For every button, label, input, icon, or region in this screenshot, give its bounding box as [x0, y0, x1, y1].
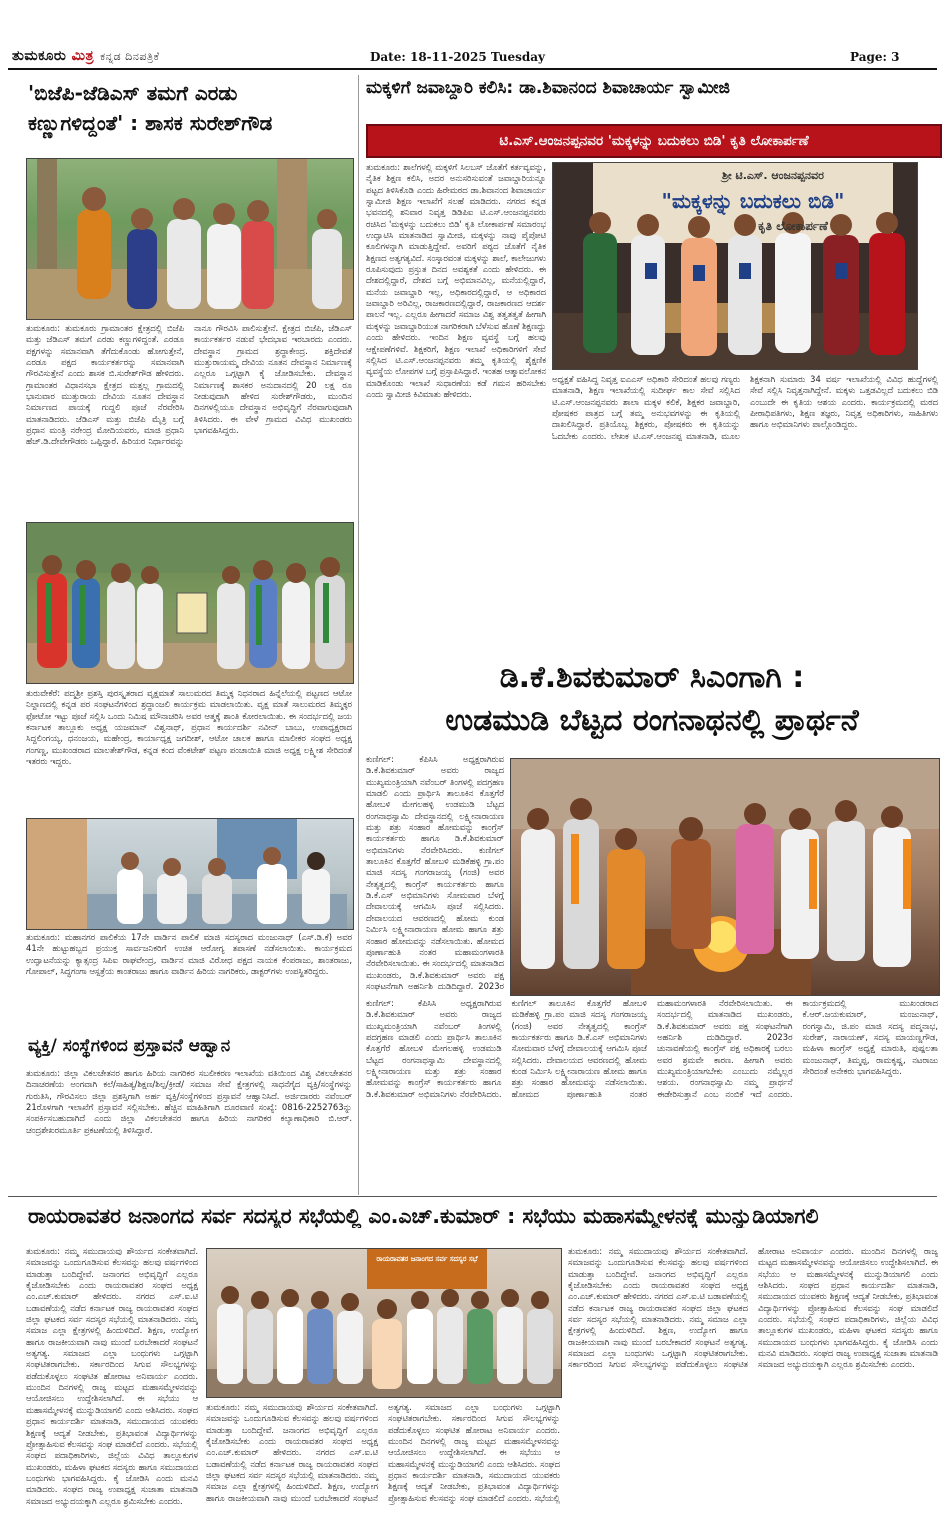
puja-scene-illustration [27, 159, 353, 319]
story7-body-middle: ತುಮಕೂರು: ನಮ್ಮ ಸಮುದಾಯವು ಶೌರ್ಯದ ಸಂಕೇತವಾಗಿದೆ. ಸಮಾಜವನ್ನು ಒಂದುಗೂಡಿಸುವ ಕೆಲಸವನ್ನು ಹಲವು ವರ್ಷಗಳಿಂದ ಮಾಡುತ್ತಾ ಬಂದಿದ್ದೇವೆ. ಜನಾಂಗದ ಅಭಿವೃದ್ಧಿಗೆ ಎಲ್ಲರೂ ಕೈಜೋಡಿಸಬೇಕು ಎಂದು ರಾಯರಾವತರ ಸಂಘದ ಅಧ್ಯಕ್ಷ ಎಂ.ಎಚ್.ಕುಮಾರ್ ಹೇಳಿದರು. ನಗರದ ಎಸ್.ಐ.ಟಿ ಬಡಾವಣೆಯಲ್ಲಿ ನಡೆದ ಕರ್ನಾಟಕ ರಾಜ್ಯ ರಾಯರಾವತರ ಸಂಘದ ಜಿಲ್ಲಾ ಘಟಕದ ಸರ್ವ ಸದಸ್ಯರ ಸಭೆಯಲ್ಲಿ ಮಾತನಾಡಿದರು. ನಮ್ಮ ಸಮಾಜ ಎಲ್ಲಾ ಕ್ಷೇತ್ರಗಳಲ್ಲಿ ಹಿಂದುಳಿದಿದೆ. ಶಿಕ್ಷಣ, ಉದ್ಯೋಗ ಹಾಗೂ ರಾಜಕೀಯವಾಗಿ ನಾವು ಮುಂದೆ ಬರಬೇಕಾದರೆ ಸಂಘಟನೆ ಅತ್ಯಗತ್ಯ. ಸಮಾಜದ ಎಲ್ಲಾ ಬಂಧುಗಳು ಒಗ್ಗಟ್ಟಾಗಿ ಸಂಘಟಿತರಾಗಬೇಕು. ಸರ್ಕಾರದಿಂದ ಸಿಗುವ ಸೌಲಭ್ಯಗಳನ್ನು ಪಡೆದುಕೊಳ್ಳಲು ಸಂಘಟಿತ ಹೋರಾಟ ಅನಿವಾರ್ಯ ಎಂದರು. ಮುಂದಿನ ದಿನಗಳಲ್ಲಿ ರಾಜ್ಯ ಮಟ್ಟದ ಮಹಾಸಮ್ಮೇಳನವನ್ನು ಆಯೋಜಿಸಲು ಉದ್ದೇಶಿಸಲಾಗಿದೆ. ಈ ಸಭೆಯು ಆ ಮಹಾಸಮ್ಮೇಳನಕ್ಕೆ ಮುನ್ನುಡಿಯಾಗಲಿ ಎಂದು ಆಶಿಸಿದರು. ಸಂಘದ ಪ್ರಧಾನ ಕಾರ್ಯದರ್ಶಿ ಮಾತನಾಡಿ, ಸಮುದಾಯದ ಯುವಕರು ಶಿಕ್ಷಣಕ್ಕೆ ಆದ್ಯತೆ ನೀಡಬೇಕು, ಪ್ರತಿಭಾವಂತ ವಿದ್ಯಾರ್ಥಿಗಳನ್ನು ಪ್ರೋತ್ಸಾಹಿಸುವ ಕೆಲಸವನ್ನು ಸಂಘ ಮಾಡಲಿದೆ ಎಂದರು. ಸಭೆಯಲ್ಲಿ [206, 1402, 560, 1503]
story2-photo [26, 522, 354, 684]
story7-body-left: ತುಮಕೂರು: ನಮ್ಮ ಸಮುದಾಯವು ಶೌರ್ಯದ ಸಂಕೇತವಾಗಿದೆ. ಸಮಾಜವನ್ನು ಒಂದುಗೂಡಿಸುವ ಕೆಲಸವನ್ನು ಹಲವು ವರ್ಷಗಳಿಂದ ಮಾಡುತ್ತಾ ಬಂದಿದ್ದೇವೆ. ಜನಾಂಗದ ಅಭಿವೃದ್ಧಿಗೆ ಎಲ್ಲರೂ ಕೈಜೋಡಿಸಬೇಕು ಎಂದು ರಾಯರಾವತರ ಸಂಘದ ಅಧ್ಯಕ್ಷ ಎಂ.ಎಚ್.ಕುಮಾರ್ ಹೇಳಿದರು. ನಗರದ ಎಸ್.ಐ.ಟಿ ಬಡಾವಣೆಯಲ್ಲಿ ನಡೆದ ಕರ್ನಾಟಕ ರಾಜ್ಯ ರಾಯರಾವತರ ಸಂಘದ ಜಿಲ್ಲಾ ಘಟಕದ ಸರ್ವ ಸದಸ್ಯರ ಸಭೆಯಲ್ಲಿ ಮಾತನಾಡಿದರು. ನಮ್ಮ ಸಮಾಜ ಎಲ್ಲಾ ಕ್ಷೇತ್ರಗಳಲ್ಲಿ ಹಿಂದುಳಿದಿದೆ. ಶಿಕ್ಷಣ, ಉದ್ಯೋಗ ಹಾಗೂ ರಾಜಕೀಯವಾಗಿ ನಾವು ಮುಂದೆ ಬರಬೇಕಾದರೆ ಸಂಘಟನೆ ಅತ್ಯಗತ್ಯ. ಸಮಾಜದ ಎಲ್ಲಾ ಬಂಧುಗಳು ಒಗ್ಗಟ್ಟಾಗಿ ಸಂಘಟಿತರಾಗಬೇಕು. ಸರ್ಕಾರದಿಂದ ಸಿಗುವ ಸೌಲಭ್ಯಗಳನ್ನು ಪಡೆದುಕೊಳ್ಳಲು ಸಂಘಟಿತ ಹೋರಾಟ ಅನಿವಾರ್ಯ ಎಂದರು. ಮುಂದಿನ ದಿನಗಳಲ್ಲಿ ರಾಜ್ಯ ಮಟ್ಟದ ಮಹಾಸಮ್ಮೇಳನವನ್ನು ಆಯೋಜಿಸಲು ಉದ್ದೇಶಿಸಲಾಗಿದೆ. ಈ ಸಭೆಯು ಆ ಮಹಾಸಮ್ಮೇಳನಕ್ಕೆ ಮುನ್ನುಡಿಯಾಗಲಿ ಎಂದು ಆಶಿಸಿದರು. ಸಂಘದ ಪ್ರಧಾನ ಕಾರ್ಯದರ್ಶಿ ಮಾತನಾಡಿ, ಸಮುದಾಯದ ಯುವಕರು ಶಿಕ್ಷಣಕ್ಕೆ ಆದ್ಯತೆ ನೀಡಬೇಕು, ಪ್ರತಿಭಾವಂತ ವಿದ್ಯಾರ್ಥಿಗಳನ್ನು ಪ್ರೋತ್ಸಾಹಿಸುವ ಕೆಲಸವನ್ನು ಸಂಘ ಮಾಡಲಿದೆ ಎಂದರು. ಸಭೆಯಲ್ಲಿ ಸಂಘದ ಪದಾಧಿಕಾರಿಗಳು, ಜಿಲ್ಲೆಯ ವಿವಿಧ ತಾಲ್ಲೂಕುಗಳ ಮುಖಂಡರು, ಮಹಿಳಾ ಘಟಕದ ಸದಸ್ಯರು ಹಾಗೂ ಸಮುದಾಯದ ಬಂಧುಗಳು ಭಾಗವಹಿಸಿದ್ದರು. ಕೈ ಜೋಡಿಸಿ ಎಂದು ಮನವಿ ಮಾಡಿದರು. ಸಂಘದ ರಾಜ್ಯ ಉಪಾಧ್ಯಕ್ಷ ಸುಜಾತಾ ಮಾತನಾಡಿ ಸಮಾಜದ ಅಭ್ಯುದಯಕ್ಕಾಗಿ ಎಲ್ಲರೂ ಶ್ರಮಿಸಬೇಕು ಎಂದರು. [26, 1246, 198, 1506]
story5-headline: ಮಕ್ಕಳಿಗೆ ಜವಾಬ್ದಾರಿ ಕಲಿಸಿ: ಡಾ.ಶಿವಾನಂದ ಶಿವಾಚಾರ್ಯ ಸ್ವಾಮೀಜಿ [366, 78, 730, 98]
story5-body-top: ತುಮಕೂರು: ಶಾಲೆಗಳಲ್ಲಿ ಮಕ್ಕಳಿಗೆ ಸಿಲಬಸ್ ಜೊತೆಗೆ ಕರ್ತವ್ಯವನ್ನು, ನೈತಿಕ ಶಿಕ್ಷಣ ಕಲಿಸಿ, ಅದರ ಅನುಸರಿಸುವಂತೆ ಜವಾಬ್ದಾರಿಯನ್ನೂ ಪಟ್ಟದ ತಿಳಿಸಿಕೊಡಿ ಎಂದು ಹಿರೇಮಠದ ಡಾ.ಶಿವಾನಂದ ಶಿವಾಚಾರ್ಯ ಸ್ವಾಮೀಜಿ ಶಿಕ್ಷಣ ಇಲಾಖೆಗೆ ಸಲಹೆ ಮಾಡಿದರು. ನಗರದ ಕನ್ನಡ ಭವನದಲ್ಲಿ ಶನಿವಾರ ನಿವೃತ್ತ ಡಿಡಿಪಿಐ ಟಿ.ಎಸ್.ಆಂಜನಪ್ಪನವರು ರಚಿಸಿದ 'ಮಕ್ಕಳನ್ನು ಬದುಕಲು ಬಿಡಿ' ಕೃತಿ ಲೋಕಾರ್ಪಣೆ ಸಮಾರಂಭ ಉದ್ಘಾಟಿಸಿ ಮಾತನಾಡಿದ ಸ್ವಾಮೀಜಿ, ಮಕ್ಕಳನ್ನು ನಾವು ಪೈಪೋಟಿ ಕೂಲಿಗಳನ್ನಾಗಿ ಮಾಡುತ್ತಿದ್ದೇವೆ. ಅವರಿಗೆ ಪಠ್ಯದ ಜೊತೆಗೆ ನೈತಿಕ ಶಿಕ್ಷಣದ ಅತ್ಯಗತ್ಯವಿದೆ. ಸಂಸ್ಕಾರವಂತ ಮಕ್ಕಳನ್ನು ಶಾಲೆ, ಕಾಲೇಜುಗಳು ರೂಪಿಸುವುದು ಪ್ರಸ್ತುತ ದಿನದ ಅವಶ್ಯಕತೆ ಎಂದು ಹೇಳಿದರು. ಈ ದೇಶದಲ್ಲಿದ್ದಾರೆ, ದೇಶದ ಬಗ್ಗೆ ಅಭಿಮಾನವಿಲ್ಲ, ಮನೆಯಲ್ಲಿದ್ದಾರೆ, ಮನೆಯ ಜವಾಬ್ದಾರಿ ಇಲ್ಲ, ಅಧಿಕಾರದಲ್ಲಿದ್ದಾರೆ, ಆ ಅಧಿಕಾರದ ಜವಾಬ್ದಾರಿ ಅರಿವಿಲ್ಲ, ರಾಜಕಾರಣದಲ್ಲಿದ್ದಾರೆ, ರಾಜಕಾರಣದ ಆದರ್ಶ ಪಾಲನೆ ಇಲ್ಲ. ಎಲ್ಲರೂ ಹೀಗಾದರೆ ಸಮಾಜ ವಿಶ್ವ ತತ್ವತತ್ವತೆ ಹೀಗಾಗಿ ಮಕ್ಕಳನ್ನು ಜವಾಬ್ದಾರಿಯುತ ನಾಗರಿಕರಾಗಿ ಬೆಳೆಸುವ ಹೊಣೆ ಶಿಕ್ಷಣದ್ದು ಎಂದು ಹೇಳಿದರು. ಇಂದಿನ ಶಿಕ್ಷಣ ವ್ಯವಸ್ಥೆ ಬಗ್ಗೆ ಹಲವು ಆಕ್ಷೇಪಣೆಗಳಿವೆ. ಶಿಕ್ಷಕರಿಗೆ, ಶಿಕ್ಷಣ ಇಲಾಖೆ ಅಧಿಕಾರಿಗಳಿಗೆ ಸೇವೆ ಸಲ್ಲಿಸಿದ ಟಿ.ಎಸ್.ಆಂಜನಪ್ಪನವರು ತಮ್ಮ ಕೃತಿಯಲ್ಲಿ ಶೈಕ್ಷಣಿಕ ವ್ಯವಸ್ಥೆಯ ಲೋಪಗಳ ಬಗ್ಗೆ ಪ್ರಸ್ತಾಪಿಸಿದ್ದಾರೆ. ಇಂತಹ ಆತ್ಮಾವಲೋಕನ ಮಾಡಿಕೊಂಡು ಇಲಾಖೆ ಸುಧಾರಣೆಯ ಕಡೆ ಗಮನ ಹರಿಸಬೇಕು ಎಂದು ಸ್ವಾಮೀಜಿ ಕಿವಿಮಾತು ಹೇಳಿದರು. [366, 162, 546, 399]
community-meeting-illustration [207, 1249, 561, 1397]
story7-headline: ರಾಯರಾವತರ ಜನಾಂಗದ ಸರ್ವ ಸದಸ್ಯರ ಸಭೆಯಲ್ಲಿ ಎಂ.ಎಚ್.ಕುಮಾರ್ : ಸಭೆಯು ಮಹಾಸಮ್ಮೇಳನಕ್ಕೆ ಮುನ್ನುಡಿಯಾಗಲಿ [28, 1204, 819, 1228]
story3-photo [26, 818, 354, 930]
story6-body-continued: ಕುಣಿಗಲ್: ಕೆಪಿಸಿಸಿ ಅಧ್ಯಕ್ಷರಾಗಿರುವ ಡಿ.ಕೆ.ಶಿವಕುಮಾರ್ ಅವರು ರಾಜ್ಯದ ಮುಖ್ಯಮಂತ್ರಿಯಾಗಿ ನವೆಂಬರ್ ತಿಂಗಳಲ್ಲಿ ಪದಗ್ರಹಣ ಮಾಡಲಿ ಎಂದು ಪ್ರಾರ್ಥಿಸಿ ತಾಲೂಕಿನ ಕೊತ್ತಗೆರೆ ಹೋಬಳಿ ಮೇಗಲಹಳ್ಳಿ ಉಡಮುಡಿ ಬೆಟ್ಟದ ರಂಗನಾಥಸ್ವಾಮಿ ದೇವಸ್ಥಾನದಲ್ಲಿ ಲಕ್ಷ್ಮೀನಾರಾಯಣ ಮತ್ತು ಶತ್ರು ಸಂಹಾರ ಹೋಮವನ್ನು ಕಾಂಗ್ರೆಸ್ ಕಾರ್ಯಕರ್ತರು ಹಾಗೂ ಡಿ.ಕೆ.ಶಿವಕುಮಾರ್ ಅಭಿಮಾನಿಗಳು ನೆರವೇರಿಸಿದರು. ಕುಣಿಗಲ್ ತಾಲೂಕಿನ ಕೊತ್ತಗೆರೆ ಹೋಬಳಿ ಮಡಿಕೆಹಳ್ಳಿ ಗ್ರಾ.ಪಂ ಮಾಜಿ ಸದಸ್ಯ ಗಂಗರಾಜಯ್ಯ (ಗಂಜಿ) ಅವರ ನೇತೃತ್ವದಲ್ಲಿ ಕಾಂಗ್ರೆಸ್ ಕಾರ್ಯಕರ್ತರು ಹಾಗೂ ಡಿ.ಕೆ.ಎಸ್ ಅಭಿಮಾನಿಗಳು ಸೋಮವಾರ ಬೆಳಗ್ಗೆ ದೇವಾಲಯಕ್ಕೆ ಆಗಮಿಸಿ ಪೂಜೆ ಸಲ್ಲಿಸಿದರು. ದೇವಾಲಯದ ಆವರಣದಲ್ಲಿ ಹೋಮ ಕುಂಡ ನಿರ್ಮಿಸಿ ಲಕ್ಷ್ಮೀನಾರಾಯಣ ಹೋಮ ಹಾಗೂ ಶತ್ರು ಸಂಹಾರ ಹೋಮವನ್ನು ನಡೆಸಲಾಯಿತು. ಹೋಮದ ಪೂರ್ಣಾಹುತಿ ನಂತರ ಮಹಾಮಂಗಳಾರತಿ ನೆರವೇರಿಸಲಾಯಿತು. ಈ ಸಂದರ್ಭದಲ್ಲಿ ಮಾತನಾಡಿದ ಮುಖಂಡರು, ಡಿ.ಕೆ.ಶಿವಕುಮಾರ್ ಅವರು ಪಕ್ಷ ಸಂಘಟನೆಗಾಗಿ ಅಹರ್ನಿಶಿ ದುಡಿದಿದ್ದಾರೆ. 2023ರ ಚುನಾವಣೆಯಲ್ಲಿ ಕಾಂಗ್ರೆಸ್ ಪಕ್ಷ ಅಧಿಕಾರಕ್ಕೆ ಬರಲು ಅವರ ಶ್ರಮವೇ ಕಾರಣ. ಹೀಗಾಗಿ ಅವರು ಮುಖ್ಯಮಂತ್ರಿಯಾಗಬೇಕು ಎಂಬುದು ನಮ್ಮೆಲ್ಲರ ಆಶಯ. ರಂಗನಾಥಸ್ವಾಮಿ ನಮ್ಮ ಪ್ರಾರ್ಥನೆ ಈಡೇರಿಸುತ್ತಾನೆ ಎಂಬ ನಂಬಿಕೆ ಇದೆ ಎಂದರು. ಕಾರ್ಯಕ್ರಮದಲ್ಲಿ ಮುಖಂಡರಾದ ಕೆ.ಆರ್.ಜಯಕುಮಾರ್, ಮಂಜುನಾಥ್, ರಂಗಸ್ವಾಮಿ, ಜಿ.ಪಂ ಮಾಜಿ ಸದಸ್ಯ ಪದ್ಮನಾಭ, ಸುರೇಶ್, ನಾರಾಯಣ್, ಸದಸ್ಯ ಮಾಯಣ್ಣಗೌಡ, ಮಹಿಳಾ ಕಾಂಗ್ರೆಸ್ ಅಧ್ಯಕ್ಷೆ ಮಾರುತಿ, ಪುಷ್ಪಲತಾ ಮಂಜುನಾಥ್, ತಿಮ್ಮಪ್ಪ, ರಾಮಕೃಷ್ಣ, ನಟರಾಜು ಸೇರಿದಂತೆ ಅನೇಕರು ಭಾಗವಹಿಸಿದ್ದರು. [366, 998, 938, 1099]
brand-main: ತುಮಕೂರು [12, 48, 72, 64]
story6-headline [366, 660, 938, 739]
brand-subtitle: ಕನ್ನಡ ದಿನಪತ್ರಿಕೆ [100, 50, 160, 63]
story2-body: ತುರುವೇಕೆರೆ: ಪದ್ಮಶ್ರೀ ಪ್ರಶಸ್ತಿ ಪುರಸ್ಕೃತರಾದ ವೃಕ್ಷಮಾತೆ ಸಾಲುಮರದ ತಿಮ್ಮಕ್ಕ ನಿಧನರಾದ ಹಿನ್ನೆಲೆಯಲ್ಲಿ ಪಟ್ಟಣದ ಆಟೋ ನಿಲ್ದಾಣದಲ್ಲಿ ಕನ್ನಡ ಪರ ಸಂಘಟನೆಗಳಿಂದ ಶ್ರದ್ಧಾಂಜಲಿ ಕಾರ್ಯಕ್ರಮ ಮಾಡಲಾಯಿತು. ವೃಕ್ಷ ಮಾತೆ ಸಾಲುಮರದ ತಿಮ್ಮಕ್ಕರ ಫೋಟೋ ಇಟ್ಟು ಪೂಜೆ ಸಲ್ಲಿಸಿ ಒಂದು ನಿಮಿಷ ಮೌನಾಚರಿಸಿ ಅವರ ಆತ್ಮಕ್ಕೆ ಶಾಂತಿ ಕೋರಲಾಯಿತು. ಈ ಸಂದರ್ಭದಲ್ಲಿ ಜಯ ಕರ್ನಾಟಕ ತಾಲ್ಲೂಕು ಅಧ್ಯಕ್ಷ ಯಜಮಾನ್ ವಿಶ್ವನಾಥ್, ಪ್ರಧಾನ ಕಾರ್ಯದರ್ಶಿ ನವೀನ್ ಬಾಬು, ಉಪಾಧ್ಯಕ್ಷರಾದ ಸಿದ್ದಲಿಂಗಯ್ಯ, ಧನಂಜಯ, ಮಹೇಂದ್ರ, ಕಾರ್ಯಾಧ್ಯಕ್ಷ ಜಗದೀಶ್, ಆಟೋ ಚಾಲಕ ಹಾಗೂ ಮಾಲೀಕರ ಸಂಘದ ಅಧ್ಯಕ್ಷ ಗಂಗಣ್ಣ, ಮುಖಂಡರಾದ ಮಾಲತೇಶ್‌ಗೌಡ, ಕನ್ನಡ ಕಂದ ವೆಂಕಟೇಶ್ ಪಟ್ಟಣ ಪಂಚಾಯಿತಿ ಮಾಜಿ ಅಧ್ಯಕ್ಷ ಲಕ್ಷ್ಮೀಶ ಸೇರಿದಂತೆ ಇತರರು ಇದ್ದರು. [26, 688, 352, 767]
brand-accent: ಮಿತ್ರ [71, 48, 95, 64]
story1-body: ತುಮಕೂರು: ತುಮಕೂರು ಗ್ರಾಮಾಂತರ ಕ್ಷೇತ್ರದಲ್ಲಿ ಬಿಜೆಪಿ ಮತ್ತು ಜೆಡಿಎಸ್ ತಮಗೆ ಎರಡು ಕಣ್ಣುಗಳಿದ್ದಂತೆ. ಎರಡೂ ಪಕ್ಷಗಳನ್ನು ಸಮಾನವಾಗಿ ತೆಗೆದುಕೊಂಡು ಹೋಗುತ್ತೇನೆ, ಎರಡೂ ಪಕ್ಷದ ಕಾರ್ಯಕರ್ತರನ್ನು ಸಮಾನವಾಗಿ ಗೌರವಿಸುತ್ತೇನೆ ಎಂದು ಶಾಸಕ ಬಿ.ಸುರೇಶ್‌ಗೌಡ ಹೇಳಿದರು. ಗ್ರಾಮಾಂತರ ವಿಧಾನಸಭಾ ಕ್ಷೇತ್ರದ ಮತ್ತಲ್ಲ ಗ್ರಾಮದಲ್ಲಿ ಭಾನುವಾರ ಮುತ್ತುರಾಯ ದೇವಿಯ ನೂತನ ದೇವಸ್ಥಾನ ನಿರ್ಮಾಣದ ಪಾಯಕ್ಕೆ ಗುದ್ದಲಿ ಪೂಜೆ ನೆರವೇರಿಸಿ ಮಾತನಾಡಿದರು. ಜೆಡಿಎಸ್ ಮತ್ತು ಬಿಜೆಪಿ ಮೈತ್ರಿ ಬಗ್ಗೆ ಪ್ರಧಾನ ಮಂತ್ರಿ ನರೇಂದ್ರ ಮೋದಿಯವರು, ಮಾಜಿ ಪ್ರಧಾನಿ ಹೆಚ್.ಡಿ.ದೇವೇಗೌಡರು ಒಪ್ಪಿದ್ದಾರೆ. ಹಿರಿಯರ ನಿರ್ಧಾರವನ್ನು ನಾನೂ ಗೌರವಿಸಿ ಪಾಲಿಸುತ್ತೇನೆ. ಕ್ಷೇತ್ರದ ಬಿಜೆಪಿ, ಜೆಡಿಎಸ್ ಕಾರ್ಯಕರ್ತರ ನಡುವೆ ಭೇದಭಾವ ಇರಬಾರದು ಎಂದರು. ದೇವಸ್ಥಾನ ಗ್ರಾಮದ ಶ್ರದ್ಧಾಕೇಂದ್ರ. ಶಕ್ತಿದೇವತೆ ಮುತ್ತುರಾಯಮ್ಮ ದೇವಿಯ ನೂತನ ದೇವಸ್ಥಾನ ನಿರ್ಮಾಣಕ್ಕೆ ಎಲ್ಲರೂ ಒಗ್ಗಟ್ಟಾಗಿ ಕೈ ಜೋಡಿಸಬೇಕು. ದೇವಸ್ಥಾನ ನಿರ್ಮಾಣಕ್ಕೆ ಶಾಸಕರ ಅನುದಾನದಲ್ಲಿ 20 ಲಕ್ಷ ರೂ ನೀಡುವುದಾಗಿ ಹೇಳಿದ ಸುರೇಶ್‌ಗೌಡರು, ಮುಂದಿನ ದಿನಗಳಲ್ಲಿಯೂ ದೇವಸ್ಥಾನ ಅಭಿವೃದ್ಧಿಗೆ ನೆರವಾಗುವುದಾಗಿ ತಿಳಿಸಿದರು. ಈ ವೇಳೆ ಗ್ರಾಮದ ವಿವಿಧ ಮುಖಂಡರು ಭಾಗವಹಿಸಿದ್ದರು. [26, 323, 352, 447]
story6-body-lead: ಕುಣಿಗಲ್: ಕೆಪಿಸಿಸಿ ಅಧ್ಯಕ್ಷರಾಗಿರುವ ಡಿ.ಕೆ.ಶಿವಕುಮಾರ್ ಅವರು ರಾಜ್ಯದ ಮುಖ್ಯಮಂತ್ರಿಯಾಗಿ ನವೆಂಬರ್ ತಿಂಗಳಲ್ಲಿ ಪದಗ್ರಹಣ ಮಾಡಲಿ ಎಂದು ಪ್ರಾರ್ಥಿಸಿ ತಾಲೂಕಿನ ಕೊತ್ತಗೆರೆ ಹೋಬಳಿ ಮೇಗಲಹಳ್ಳಿ ಉಡಮುಡಿ ಬೆಟ್ಟದ ರಂಗನಾಥಸ್ವಾಮಿ ದೇವಸ್ಥಾನದಲ್ಲಿ ಲಕ್ಷ್ಮೀನಾರಾಯಣ ಮತ್ತು ಶತ್ರು ಸಂಹಾರ ಹೋಮವನ್ನು ಕಾಂಗ್ರೆಸ್ ಕಾರ್ಯಕರ್ತರು ಹಾಗೂ ಡಿ.ಕೆ.ಶಿವಕುಮಾರ್ ಅಭಿಮಾನಿಗಳು ನೆರವೇರಿಸಿದರು. ಕುಣಿಗಲ್ ತಾಲೂಕಿನ ಕೊತ್ತಗೆರೆ ಹೋಬಳಿ ಮಡಿಕೆಹಳ್ಳಿ ಗ್ರಾ.ಪಂ ಮಾಜಿ ಸದಸ್ಯ ಗಂಗರಾಜಯ್ಯ (ಗಂಜಿ) ಅವರ ನೇತೃತ್ವದಲ್ಲಿ ಕಾಂಗ್ರೆಸ್ ಕಾರ್ಯಕರ್ತರು ಹಾಗೂ ಡಿ.ಕೆ.ಎಸ್ ಅಭಿಮಾನಿಗಳು ಸೋಮವಾರ ಬೆಳಗ್ಗೆ ದೇವಾಲಯಕ್ಕೆ ಆಗಮಿಸಿ ಪೂಜೆ ಸಲ್ಲಿಸಿದರು. ದೇವಾಲಯದ ಆವರಣದಲ್ಲಿ ಹೋಮ ಕುಂಡ ನಿರ್ಮಿಸಿ ಲಕ್ಷ್ಮೀನಾರಾಯಣ ಹೋಮ ಹಾಗೂ ಶತ್ರು ಸಂಹಾರ ಹೋಮವನ್ನು ನಡೆಸಲಾಯಿತು. ಹೋಮದ ಪೂರ್ಣಾಹುತಿ ನಂತರ ಮಹಾಮಂಗಳಾರತಿ ನೆರವೇರಿಸಲಾಯಿತು. ಈ ಸಂದರ್ಭದಲ್ಲಿ ಮಾತನಾಡಿದ ಮುಖಂಡರು, ಡಿ.ಕೆ.ಶಿವಕುಮಾರ್ ಅವರು ಪಕ್ಷ ಸಂಘಟನೆಗಾಗಿ ಅಹರ್ನಿಶಿ ದುಡಿದಿದ್ದಾರೆ. 2023ರ [366, 754, 504, 991]
story4-headline: ವ್ಯಕ್ತಿ/ ಸಂಸ್ಥೆಗಳಿಂದ ಪ್ರಸ್ತಾವನೆ ಆಹ್ವಾನ [28, 1036, 231, 1056]
story5-body-right: ಅಧ್ಯಕ್ಷತೆ ವಹಿಸಿದ್ದ ನಿವೃತ್ತ ಐಎಎಸ್ ಅಧಿಕಾರಿ ಸೇರಿದಂತೆ ಹಲವು ಗಣ್ಯರು ಮಾತನಾಡಿ, ಶಿಕ್ಷಣ ಇಲಾಖೆಯಲ್ಲಿ ಸುದೀರ್ಘ ಕಾಲ ಸೇವೆ ಸಲ್ಲಿಸಿದ ಟಿ.ಎಸ್.ಆಂಜನಪ್ಪನವರು ಶಾಲಾ ಮಕ್ಕಳ ಕಲಿಕೆ, ಶಿಕ್ಷಕರ ಜವಾಬ್ದಾರಿ, ಪೋಷಕರ ಪಾತ್ರದ ಬಗ್ಗೆ ತಮ್ಮ ಅನುಭವಗಳನ್ನು ಈ ಕೃತಿಯಲ್ಲಿ ದಾಖಲಿಸಿದ್ದಾರೆ. ಪ್ರತಿಯೊಬ್ಬ ಶಿಕ್ಷಕರು, ಪೋಷಕರು ಈ ಕೃತಿಯನ್ನು ಓದಬೇಕು ಎಂದರು. ಲೇಖಕ ಟಿ.ಎಸ್.ಆಂಜನಪ್ಪ ಮಾತನಾಡಿ, ಮೂಲ ಶಿಕ್ಷಕನಾಗಿ ಸುಮಾರು 34 ವರ್ಷ ಇಲಾಖೆಯಲ್ಲಿ ವಿವಿಧ ಹುದ್ದೆಗಳಲ್ಲಿ ಸೇವೆ ಸಲ್ಲಿಸಿ ನಿವೃತ್ತನಾಗಿದ್ದೇನೆ. ಮಕ್ಕಳು ಒತ್ತಡವಿಲ್ಲದೆ ಬದುಕಲು ಬಿಡಿ ಎಂಬುದೇ ಈ ಕೃತಿಯ ಆಶಯ ಎಂದರು. ಕಾರ್ಯಕ್ರಮದಲ್ಲಿ ಮಠದ ಪೀಠಾಧಿಪತಿಗಳು, ಶಿಕ್ಷಣ ತಜ್ಞರು, ನಿವೃತ್ತ ಅಧಿಕಾರಿಗಳು, ಸಾಹಿತಿಗಳು ಹಾಗೂ ಅಭಿಮಾನಿಗಳು ಪಾಲ್ಗೊಂಡಿದ್ದರು. [552, 374, 938, 441]
newspaper-brand [12, 48, 160, 64]
story1-headline-line2: ಕಣ್ಣುಗಳಿದ್ದಂತೆ' : ಶಾಸಕ ಸುರೇಶ್‌ಗೌಡ [28, 110, 273, 135]
masthead [0, 0, 945, 72]
homam-ritual-illustration [511, 759, 939, 995]
story1-headline-line1: 'ಬಿಜೆಪಿ-ಜೆಡಿಎಸ್ ತಮಗೆ ಎರಡು [28, 81, 238, 105]
story5-photo [552, 162, 918, 370]
tribute-group-illustration [27, 523, 353, 683]
column-divider [358, 75, 359, 1195]
masthead-rule [8, 68, 937, 70]
section-rule [8, 1196, 937, 1197]
story3-body: ತುಮಕೂರು: ಮಹಾನಗರ ಪಾಲಿಕೆಯ 17ನೇ ವಾರ್ಡಿನ ಪಾಲಿಕೆ ಮಾಜಿ ಸದಸ್ಯರಾದ ಮಂಜುನಾಥ್ (ಎಸ್.ಡಿ.ಕೆ) ಅವರ 41ನೇ ಹುಟ್ಟುಹಬ್ಬದ ಪ್ರಯುಕ್ತ ಸಾರ್ವಜನಿಕರಿಗೆ ಉಚಿತ ಆರೋಗ್ಯ ತಪಾಸಣೆ ನಡೆಸಲಾಯಿತು. ಕಾರ್ಯಕ್ರಮದ ಉದ್ಘಾಟನೆಯನ್ನು ಕ್ಯಾತ್ಸಂದ್ರ ಸಿಪಿಐ ರಾಘವೇಂದ್ರ, ವಾರ್ಡಿನ ಮಾಜಿ ವಿರೋಧ ಪಕ್ಷದ ನಾಯಕ ಕೆಂಪರಾಜು, ಶಾಂತರಾಜು, ಗೋಪಾಲ್, ಸಿದ್ಧಗಂಗಾ ಆಸ್ಪತ್ರೆಯ ಕಾಂತರಾಜು ಹಾಗೂ ವಾರ್ಡಿನ ಹಿರಿಯ ನಾಗರಿಕರು, ಡಾಕ್ಟರ್‌ಗಳು ಉಪಸ್ಥಿತರಿದ್ದರು. [26, 932, 352, 977]
story4-body: ತುಮಕೂರು: ಜಿಲ್ಲಾ ವಿಕಲಚೇತನರ ಹಾಗೂ ಹಿರಿಯ ನಾಗರಿಕರ ಸಬಲೀಕರಣ ಇಲಾಖೆಯ ವತಿಯಿಂದ ವಿಶ್ವ ವಿಕಲಚೇತನರ ದಿನಾಚರಣೆಯ ಅಂಗವಾಗಿ ಕಲೆ/ಸಾಹಿತ್ಯ/ಶಿಕ್ಷಣ/ಶಿಲ್ಪ/ಕ್ರೀಡೆ/ ಸಮಾಜ ಸೇವೆ ಕ್ಷೇತ್ರಗಳಲ್ಲಿ ಸಾಧನೆಗೈದ ವ್ಯಕ್ತಿ/ಸಂಸ್ಥೆಗಳನ್ನು ಗುರುತಿಸಿ, ಗೌರವಿಸಲು ಜಿಲ್ಲಾ ಪ್ರಶಸ್ತಿಗಾಗಿ ಅರ್ಹ ವ್ಯಕ್ತಿ/ಸಂಸ್ಥೆಗಳಿಂದ ಪ್ರಸ್ತಾವನೆ ಆಹ್ವಾನಿಸಿದೆ. ಅರ್ಜಿದಾರರು ನವೆಂಬರ್ 21ರೊಳಗಾಗಿ ಇಲಾಖೆಗೆ ಪ್ರಸ್ತಾವನೆ ಸಲ್ಲಿಸಬೇಕು. ಹೆಚ್ಚಿನ ಮಾಹಿತಿಗಾಗಿ ದೂರವಾಣಿ ಸಂಖ್ಯೆ: 0816-2252763ನ್ನು ಸಂಪರ್ಕಿಸಬಹುದಾಗಿದೆ ಎಂದು ಜಿಲ್ಲಾ ವಿಕಲಚೇತನರ ಹಾಗೂ ಹಿರಿಯ ನಾಗರಿಕರ ಕಲ್ಯಾಣಾಧಿಕಾರಿ ಬಿ.ಆರ್. ಚಂದ್ರಶೇಖರಮೂರ್ತಿ ಪ್ರಕಟಣೆಯಲ್ಲಿ ತಿಳಿಸಿದ್ದಾರೆ. [26, 1068, 352, 1135]
stage-banner-sub: ಕೃತಿ ಲೋಕಾರ್ಪಣೆ [758, 219, 828, 233]
story6-headline-line2: ಉಡಮುಡಿ ಬೆಟ್ಟದ ರಂಗನಾಥನಲ್ಲಿ ಪ್ರಾರ್ಥನೆ [445, 703, 859, 739]
page-number: Page: 3 [850, 50, 900, 64]
issue-date: Date: 18-11-2025 Tuesday [370, 50, 545, 64]
story6-photo [510, 758, 940, 996]
story5-banner: ಟಿ.ಎಸ್.ಆಂಜನಪ್ಪನವರ 'ಮಕ್ಕಳನ್ನು ಬದುಕಲು ಬಿಡಿ' ಕೃತಿ ಲೋಕಾರ್ಪಣೆ [366, 124, 942, 158]
health-camp-illustration [27, 819, 353, 929]
story1-photo [26, 158, 354, 320]
stage-banner-top: ಶ್ರೀ ಟಿ.ಎಸ್. ಆಂಜನಪ್ಪನವರ [722, 169, 824, 182]
story6-headline-line1: ಡಿ.ಕೆ.ಶಿವಕುಮಾರ್ ಸಿಎಂಗಾಗಿ : [499, 660, 805, 695]
story1-headline [28, 82, 353, 135]
stage-banner-title: "ಮಕ್ಕಳನ್ನು ಬದುಕಲು ಬಿಡಿ" [661, 189, 845, 213]
story7-photo [206, 1248, 562, 1398]
meeting-banner-text: ರಾಯರಾವತರ ಜನಾಂಗದ ಸರ್ವ ಸದಸ್ಯರ ಸಭೆ [376, 1255, 478, 1263]
story7-body-right: ತುಮಕೂರು: ನಮ್ಮ ಸಮುದಾಯವು ಶೌರ್ಯದ ಸಂಕೇತವಾಗಿದೆ. ಸಮಾಜವನ್ನು ಒಂದುಗೂಡಿಸುವ ಕೆಲಸವನ್ನು ಹಲವು ವರ್ಷಗಳಿಂದ ಮಾಡುತ್ತಾ ಬಂದಿದ್ದೇವೆ. ಜನಾಂಗದ ಅಭಿವೃದ್ಧಿಗೆ ಎಲ್ಲರೂ ಕೈಜೋಡಿಸಬೇಕು ಎಂದು ರಾಯರಾವತರ ಸಂಘದ ಅಧ್ಯಕ್ಷ ಎಂ.ಎಚ್.ಕುಮಾರ್ ಹೇಳಿದರು. ನಗರದ ಎಸ್.ಐ.ಟಿ ಬಡಾವಣೆಯಲ್ಲಿ ನಡೆದ ಕರ್ನಾಟಕ ರಾಜ್ಯ ರಾಯರಾವತರ ಸಂಘದ ಜಿಲ್ಲಾ ಘಟಕದ ಸರ್ವ ಸದಸ್ಯರ ಸಭೆಯಲ್ಲಿ ಮಾತನಾಡಿದರು. ನಮ್ಮ ಸಮಾಜ ಎಲ್ಲಾ ಕ್ಷೇತ್ರಗಳಲ್ಲಿ ಹಿಂದುಳಿದಿದೆ. ಶಿಕ್ಷಣ, ಉದ್ಯೋಗ ಹಾಗೂ ರಾಜಕೀಯವಾಗಿ ನಾವು ಮುಂದೆ ಬರಬೇಕಾದರೆ ಸಂಘಟನೆ ಅತ್ಯಗತ್ಯ. ಸಮಾಜದ ಎಲ್ಲಾ ಬಂಧುಗಳು ಒಗ್ಗಟ್ಟಾಗಿ ಸಂಘಟಿತರಾಗಬೇಕು. ಸರ್ಕಾರದಿಂದ ಸಿಗುವ ಸೌಲಭ್ಯಗಳನ್ನು ಪಡೆದುಕೊಳ್ಳಲು ಸಂಘಟಿತ ಹೋರಾಟ ಅನಿವಾರ್ಯ ಎಂದರು. ಮುಂದಿನ ದಿನಗಳಲ್ಲಿ ರಾಜ್ಯ ಮಟ್ಟದ ಮಹಾಸಮ್ಮೇಳನವನ್ನು ಆಯೋಜಿಸಲು ಉದ್ದೇಶಿಸಲಾಗಿದೆ. ಈ ಸಭೆಯು ಆ ಮಹಾಸಮ್ಮೇಳನಕ್ಕೆ ಮುನ್ನುಡಿಯಾಗಲಿ ಎಂದು ಆಶಿಸಿದರು. ಸಂಘದ ಪ್ರಧಾನ ಕಾರ್ಯದರ್ಶಿ ಮಾತನಾಡಿ, ಸಮುದಾಯದ ಯುವಕರು ಶಿಕ್ಷಣಕ್ಕೆ ಆದ್ಯತೆ ನೀಡಬೇಕು, ಪ್ರತಿಭಾವಂತ ವಿದ್ಯಾರ್ಥಿಗಳನ್ನು ಪ್ರೋತ್ಸಾಹಿಸುವ ಕೆಲಸವನ್ನು ಸಂಘ ಮಾಡಲಿದೆ ಎಂದರು. ಸಭೆಯಲ್ಲಿ ಸಂಘದ ಪದಾಧಿಕಾರಿಗಳು, ಜಿಲ್ಲೆಯ ವಿವಿಧ ತಾಲ್ಲೂಕುಗಳ ಮುಖಂಡರು, ಮಹಿಳಾ ಘಟಕದ ಸದಸ್ಯರು ಹಾಗೂ ಸಮುದಾಯದ ಬಂಧುಗಳು ಭಾಗವಹಿಸಿದ್ದರು. ಕೈ ಜೋಡಿಸಿ ಎಂದು ಮನವಿ ಮಾಡಿದರು. ಸಂಘದ ರಾಜ್ಯ ಉಪಾಧ್ಯಕ್ಷ ಸುಜಾತಾ ಮಾತನಾಡಿ ಸಮಾಜದ ಅಭ್ಯುದಯಕ್ಕಾಗಿ ಎಲ್ಲರೂ ಶ್ರಮಿಸಬೇಕು ಎಂದರು. [568, 1246, 938, 1370]
